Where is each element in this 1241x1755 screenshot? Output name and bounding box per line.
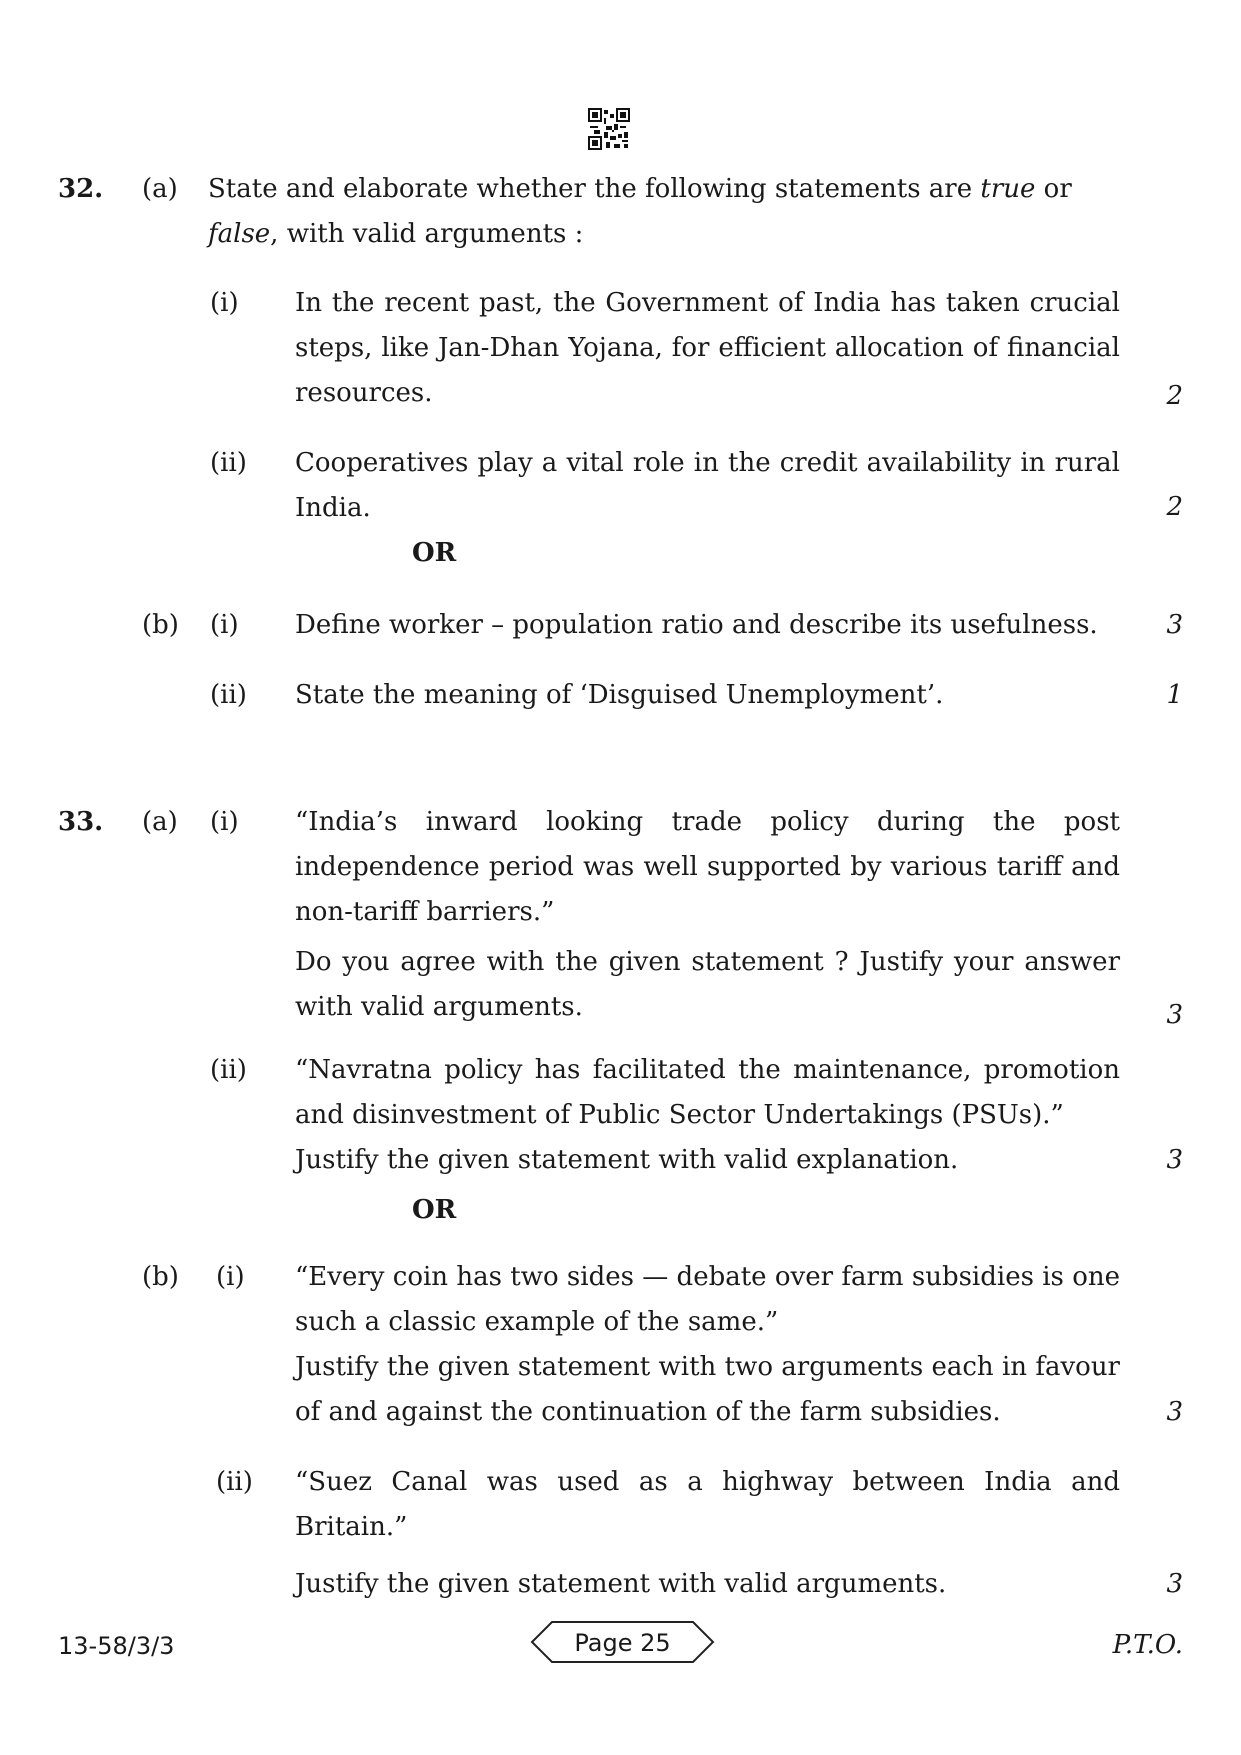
q33-b-i-marks: 3 [1166,1397,1183,1427]
q32-a-i-label: (i) [210,288,239,318]
q32-a-ii-marks: 2 [1166,492,1183,522]
q33-a-i-label: (i) [210,807,239,837]
q33-a-i-quote: “India’s inward looking trade policy during the post independence period was well supported by various tariff and non-tariff barriers.” [295,807,1120,927]
q33-b-i-quote: “Every coin has two sides — debate over farm subsidies is one such a classic example of the same.” [295,1262,1120,1337]
q32-or-divider: OR [412,538,457,568]
q32-part-b-label: (b) [142,610,179,640]
q32-a-ii-text: Cooperatives play a vital role in the credit availability in rural India. [295,448,1120,523]
q32-a-intro-end: , with valid arguments : [270,219,584,249]
q33-b-ii-text: Justify the given statement with valid arguments. [295,1569,947,1599]
q33-b-i-text: Justify the given statement with two arguments each in favour of and against the continuation of the farm subsidies. [295,1352,1120,1427]
q32-a-i-text: In the recent past, the Government of India has taken crucial steps, like Jan-Dhan Yojana, for efficient allocation of financial resources. [295,288,1120,408]
q33-a-ii-text: Justify the given statement with valid explanation. [295,1145,959,1175]
q32-b-i-text: Define worker – population ratio and describe its usefulness. [295,610,1098,640]
paper-code: 13-58/3/3 [58,1632,175,1660]
page-number: Page 25 [574,1629,671,1657]
q32-a-intro [208,167,1120,257]
q32-b-ii-label: (ii) [210,680,247,710]
q33-a-i-marks: 3 [1166,1000,1183,1030]
pto-label: P.T.O. [1112,1630,1183,1660]
q33-a-ii-quote: “Navratna policy has facilitated the maintenance, promotion and disinvestment of Public Sector Undertakings (PSUs).” [295,1055,1120,1130]
q33-a-ii-marks: 3 [1166,1145,1183,1175]
q32-a-i-marks: 2 [1166,381,1183,411]
q32-b-ii-text: State the meaning of ‘Disguised Unemployment’. [295,680,944,710]
q33-part-a-label: (a) [142,807,178,837]
q32-b-ii-marks: 1 [1166,680,1183,710]
q33-b-ii-quote: “Suez Canal was used as a highway between India and Britain.” [295,1467,1120,1542]
q33-a-ii-label: (ii) [210,1055,247,1085]
q33-a-i-text: Do you agree with the given statement ? Justify your answer with valid arguments. [295,947,1120,1022]
qr-code-icon [588,108,630,150]
q32-a-ii-label: (ii) [210,448,247,478]
q32-a-intro-true: true [980,174,1036,204]
q33-b-ii-marks: 3 [1166,1569,1183,1599]
q32-a-intro-or: or [1035,174,1072,204]
q32-b-i-label: (i) [210,610,239,640]
q33-part-b-label: (b) [142,1262,179,1292]
q32-part-a-label: (a) [142,174,178,204]
q32-b-i-marks: 3 [1166,610,1183,640]
q32-a-intro-text: State and elaborate whether the following statements are [208,174,981,204]
q33-or-divider: OR [412,1195,457,1225]
q33-b-i-label: (i) [216,1262,245,1292]
question-number-32: 32. [58,174,104,204]
q32-a-intro-false: false [208,219,271,249]
q33-b-ii-label: (ii) [216,1467,253,1497]
question-number-33: 33. [58,807,104,837]
